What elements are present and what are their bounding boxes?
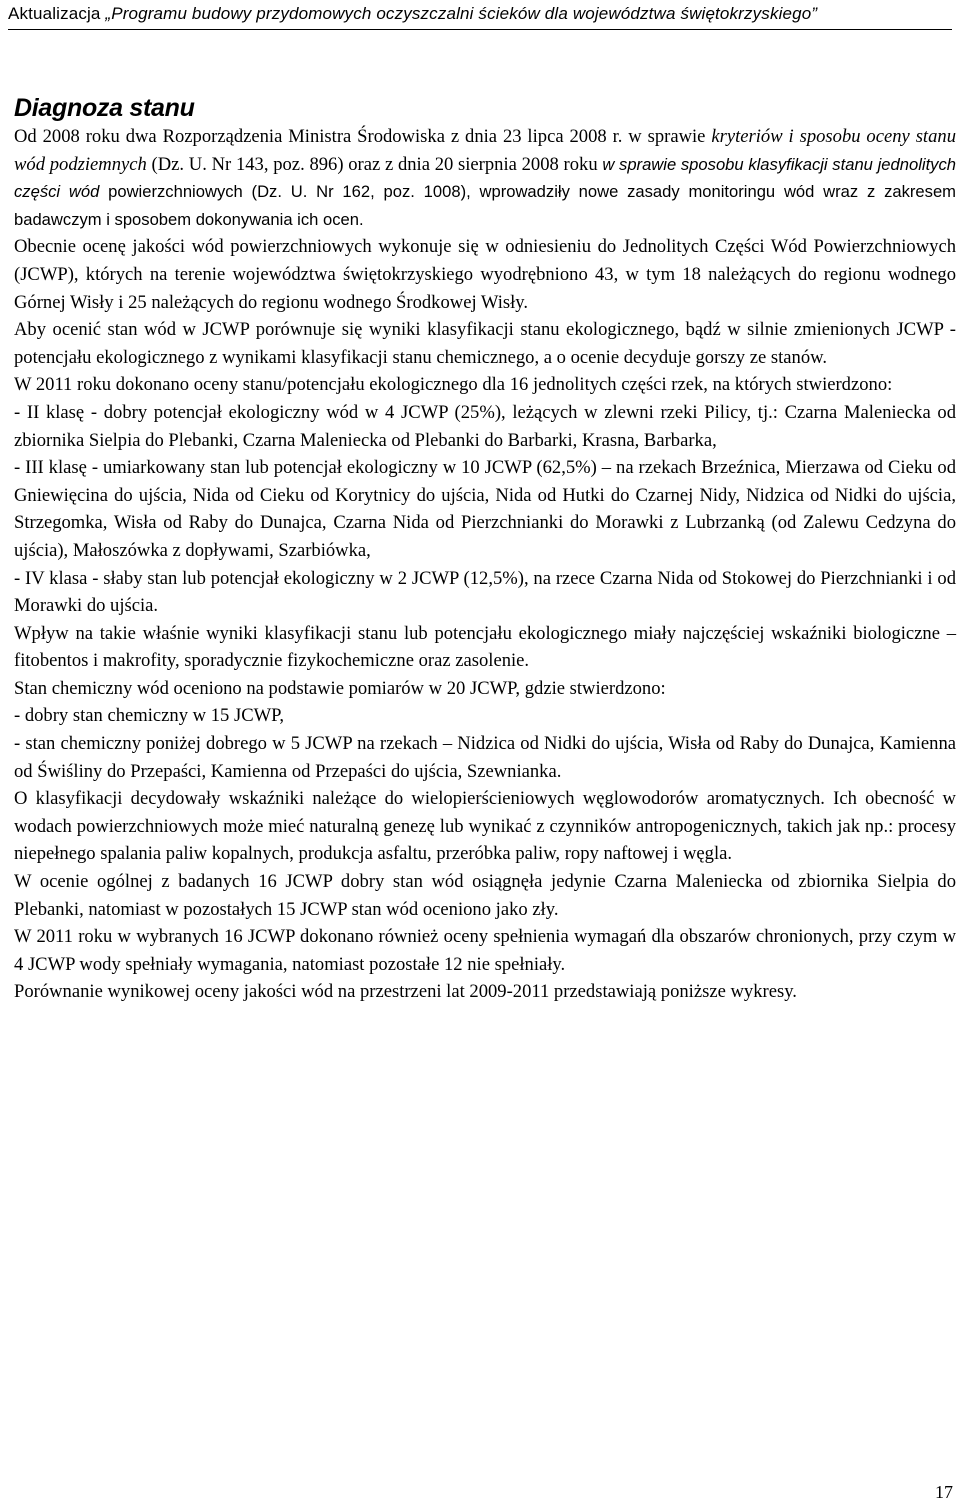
list-item-below-good-chemical-state: - stan chemiczny poniżej dobrego w 5 JCWP na rzekach – Nidzica od Nidki do ujścia, Wisła od Raby do Dunajca, Kamienna od Świśliny do Przepaści, Kamienna od Przepaści do ujścia, Szewnianka. [14, 733, 956, 782]
paragraph-overall-assessment: W ocenie ogólnej z badanych 16 JCWP dobry stan wód osiągnęła jedynie Czarna Maleniecka od zbiornika Sielpia do Plebanki, natomiast w pozostałych 15 JCWP stan wód oceniono jako zły. [14, 871, 956, 920]
paragraph-jcwp-assessment: Obecnie ocenę jakości wód powierzchniowych wykonuje się w odniesieniu do Jednolitych Części Wód Powierzchniowych (JCWP), których na terenie województwa świętokrzyskiego wyodrębniono 43, w tym 18 należących do regionu wodnego Górnej Wisły i 25 należących do regionu wodnego Środkowej Wisły. [14, 236, 956, 313]
list-item-class-iv: - IV klasa - słaby stan lub potencjał ekologiczny w 2 JCWP (12,5%), na rzece Czarna Nida od Stokowej do Pierzchnianki i od Morawki do ujścia. [14, 567, 956, 617]
paragraph-protected-areas: W 2011 roku w wybranych 16 JCWP dokonano również oceny spełnienia wymagań dla obszarów chronionych, przy czym w 4 JCWP wody spełniały wymagania, natomiast pozostałe 12 nie spełniały. [14, 926, 956, 975]
paragraph-comparison-intro: Porównanie wynikowej oceny jakości wód na przestrzeni lat 2009-2011 przedstawiają poniższe wykresy. [14, 981, 797, 1003]
paragraph-2011-assessment: W 2011 roku dokonano oceny stanu/potencjału ekologicznego dla 16 jednolitych części rzek, na których stwierdzono: [14, 374, 893, 396]
body-text [14, 123, 956, 1006]
list-item-class-iii: - III klasę - umiarkowany stan lub potencjał ekologiczny w 10 JCWP (62,5%) – na rzekach Brzeźnica, Mierzawa od Cieku od Gniewięcina do ujścia, Nida od Cieku od Korytnicy do ujścia, Nida od Hutki do Czarnej Nidy, Nidzica od Nidki do ujścia, Strzegomka, Wisła od Raby do Dunajca, Czarna Nida od Pierzchnianki do Morawki z Lubrzanką (od Zalewu Cedzyna do ujścia), Małoszówka z dopływami, Szarbiówka, [14, 457, 956, 561]
paragraph-regulations-part-5: powierzchniowych (Dz. U. Nr 162, poz. 1008), wprowadziły nowe zasady monitoringu wód wraz z zakresem badawczym i sposobem dokonywania ich ocen. [14, 182, 956, 229]
paragraph-regulations-part-3: (Dz. U. Nr 143, poz. 896) oraz z dnia 20 sierpnia 2008 roku [146, 153, 603, 175]
running-header-title: „Programu budowy przydomowych oczyszczalni ścieków dla województwa świętokrzyskiego” [105, 4, 818, 23]
paragraph-influence: Wpływ na takie właśnie wyniki klasyfikacji stanu lub potencjału ekologicznego miały najczęściej wskaźniki biologiczne – fitobentos i makrofity, sporadycznie fizykochemiczne oraz zasolenie. [14, 622, 956, 672]
running-header-prefix: Aktualizacja [8, 4, 106, 23]
page-number: 17 [935, 1482, 953, 1502]
list-item-good-chemical-state: - dobry stan chemiczny w 15 JCWP, [14, 705, 285, 727]
running-header [8, 3, 952, 30]
section-heading: Diagnoza stanu [14, 94, 195, 122]
paragraph-regulations-part-2: kryteriów i sposobu oceny stanu wód podziemnych [14, 126, 956, 175]
paragraph-pah-classification: O klasyfikacji decydowały wskaźniki należące do wielopierścieniowych węglowodorów aromatycznych. Ich obecność w wodach powierzchniowych może mieć naturalną genezę lub wynikać z czynników antropogenicznych, takich jak np.: procesy niepełnego spalania paliw kopalnych, produkcja asfaltu, przeróbka paliw, ropy naftowej i węgla. [14, 788, 956, 865]
paragraph-regulations [14, 123, 956, 233]
paragraph-chemical-state: Stan chemiczny wód oceniono na podstawie pomiarów w 20 JCWP, gdzie stwierdzono: [14, 677, 666, 699]
paragraph-regulations-part-4: w sprawie sposobu klasyfikacji stanu jednolitych części wód [14, 154, 956, 202]
paragraph-regulations-part-1: Od 2008 roku dwa Rozporządzenia Ministra Środowiska z dnia 23 lipca 2008 r. w sprawie [14, 126, 712, 147]
paragraph-assessment-method: Aby ocenić stan wód w JCWP porównuje się wyniki klasyfikacji stanu ekologicznego, bądź w silnie zmienionych JCWP - potencjału ekologicznego z wynikami klasyfikacji stanu chemicznego, a o ocenie decyduje gorszy ze stanów. [14, 319, 956, 368]
list-item-class-ii: - II klasę - dobry potencjał ekologiczny wód w 4 JCWP (25%), leżących w zlewni rzeki Pilicy, tj.: Czarna Maleniecka od zbiornika Sielpia do Plebanki, Czarna Maleniecka od Plebanki do Barbarki, Krasna, Barbarka, [14, 401, 956, 451]
